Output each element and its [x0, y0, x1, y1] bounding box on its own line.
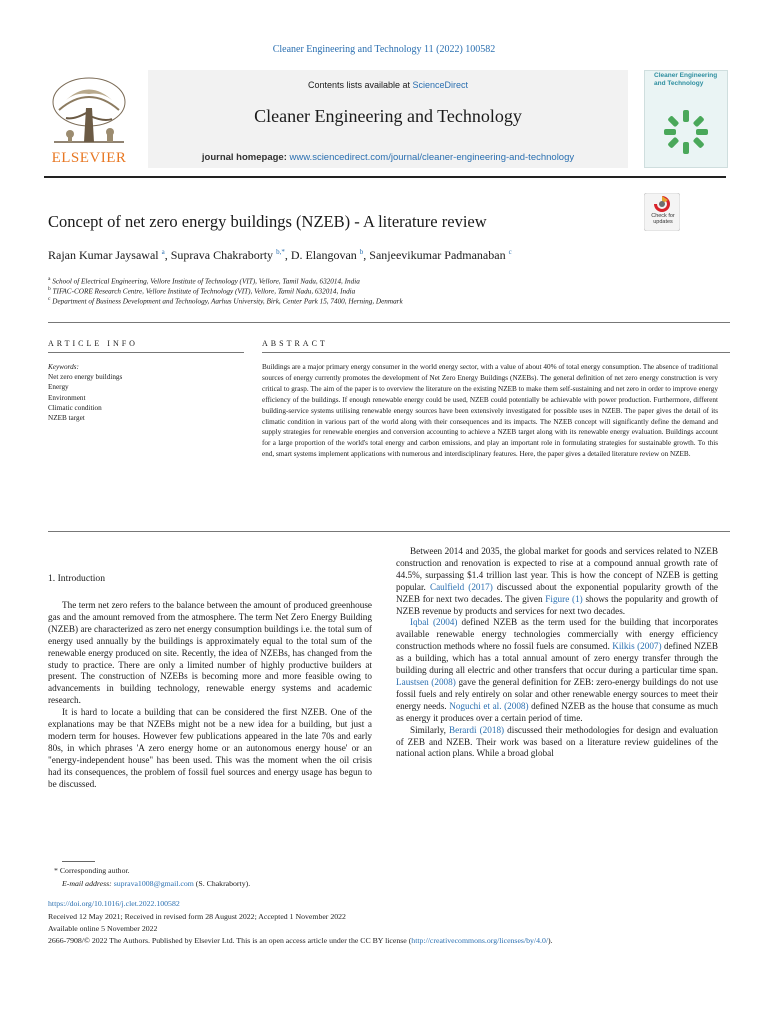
affiliation	[48, 286, 355, 295]
affiliation	[48, 296, 403, 305]
keyword: Environment	[48, 393, 86, 402]
right-column	[396, 546, 718, 760]
paragraph-text: discussed about the exponential popularity growth of the NZEB for next two decades. The given	[396, 581, 718, 604]
abstract-text: Buildings are a major primary energy consumer in the world energy sector, with a value of about 40% of total energy consumption. The absence of traditional sources of energy currently promotes the development of Net Zero Energy Buildings (NZEBs). The general definition of net zero energy construction is very critical to grasp. The aim of the paper is to overview the literature on the existing NZEB to make them self-sustaining and net zero in order to improve energy efficiency of the buildings. If enough renewable energy could be used, NZEB could potentially be achievable with power production. Furthermore, different building-service systems utilising renewable energy sources have been extensively investigated for possible uses in NZEB. The paper gives the detail of its climatic condition in various part of the world along with their consequences and its impacts. The NZEB concept will significantly define the demand and supply strategies for renewable energies and conversion accounting to achieve a NZEB target along with its renewable energy evaluation. Buildings account for a large proportion of the world's total energy and carbon emissions, and play an important role in formulating strategies for sustainable growth. To this end, smart systems implement applications with numerous and interdisciplinary features. Here, the paper gives a detailed literature review on NZEB.	[262, 363, 718, 459]
journal-homepage-line	[148, 152, 628, 163]
check-for-updates-icon[interactable]	[644, 193, 680, 231]
affiliation-text: School of Electrical Engineering, Vellore Institute of Technology (VIT), Vellore, Tamil Nadu, 632014, India	[52, 277, 360, 286]
keyword: Net zero energy buildings	[48, 373, 123, 382]
intro-paragraph: It is hard to locate a building that can be considered the first NZEB. One of the explanations may be that NZEBs might not be a new idea for a building, but just a modern term for houses. However few publications appeared in the late 70s and early 80s, in which phrases 'A zero energy home or an autonomous energy house' or an "energy-independent house" has been used. This was the moment when the oil crisis had its consequences, the problem of fossil fuel sources and energy usage has begun to be discussed.	[48, 707, 372, 789]
affiliation-marker: a	[48, 276, 51, 282]
paragraph-text: gave the general definition for ZEB: zero-energy buildings do not use fossil fuels and rely entirely on solar and other renewable energy sources to meet their energy needs.	[396, 676, 718, 711]
paragraph-text: defined NZEB as the term used for the building that incorporates available renewable energy technologies commercially with energy efficiency construction methods where no fossil fuels are consumed.	[396, 617, 718, 652]
received-dates: Received 12 May 2021; Received in revised form 28 August 2022; Accepted 1 November 2022	[48, 912, 346, 921]
affiliation-rule	[48, 322, 730, 323]
sciencedirect-link[interactable]: ScienceDirect	[412, 80, 469, 90]
keyword: Climatic condition	[48, 403, 102, 412]
author-affiliation-marker[interactable]: b	[359, 248, 364, 256]
doi-link[interactable]: https://doi.org/10.1016/j.clet.2022.100582	[48, 899, 180, 908]
homepage-label: journal homepage:	[201, 152, 290, 163]
affiliation	[48, 276, 360, 285]
email-link[interactable]: suprava1008@gmail.com	[113, 879, 194, 888]
email-label: E-mail address:	[62, 879, 114, 888]
cover-emblem-icon	[662, 108, 710, 156]
article-info-rule	[48, 352, 244, 353]
contents-line	[148, 80, 628, 90]
elsevier-wordmark[interactable]: ELSEVIER	[51, 150, 127, 166]
license-link[interactable]: http://creativecommons.org/licenses/by/4.0/	[411, 936, 549, 945]
abstract-heading: ABSTRACT	[262, 339, 328, 348]
introduction-heading: 1. Introduction	[48, 573, 106, 584]
copyright-text: 2666-7908/© 2022 The Authors. Published by Elsevier Ltd. This is an open access article under the CC BY license (	[48, 936, 412, 945]
corresponding-author-note: * Corresponding author.	[54, 866, 130, 875]
email-suffix: (S. Chakraborty).	[193, 879, 251, 888]
cover-title: Cleaner Engineering and Technology	[654, 72, 718, 87]
reference-link[interactable]: Caulfield (2017)	[429, 581, 493, 592]
abstract-rule	[262, 352, 730, 353]
author-affiliation-marker[interactable]: c	[508, 248, 512, 256]
article-info-heading: ARTICLE INFO	[48, 339, 138, 348]
reference-link[interactable]: Noguchi et al. (2008)	[449, 700, 529, 711]
affiliation-text: Department of Business Development and Technology, Aarhus University, Birk, Center Park 15, 7400, Herning, Denmark	[52, 297, 403, 306]
reference-link[interactable]: Iqbal (2004)	[410, 617, 458, 628]
author-list: Rajan Kumar Jaysawal $^a$, Suprava Chakraborty $^{b,*}$, D. Elangovan $^b$, Sanjeevikumar Padmanaban $^c$	[48, 248, 512, 262]
author-name[interactable]: Suprava Chakraborty	[170, 248, 274, 262]
paragraph-text: Between 2014 and 2035, the global market for goods and services related to NZEB construction and renovation is expected to rise at a compound annual growth rate of 44.5%, surpassing $1.4 trillion last year. This is how the concept of NZEB is getting popular.	[396, 546, 718, 592]
affiliation-marker: b	[48, 286, 51, 292]
paper-title: Concept of net zero energy buildings (NZEB) - A literature review	[48, 212, 487, 231]
keyword: Energy	[48, 383, 69, 392]
intro-paragraph: The term net zero refers to the balance between the amount of produced greenhouse gas and the amount removed from the atmosphere. The term Net Zero Energy Building (NZEB) are characterized as zero net energy consumption buildings i.e. the total sum of energy used annually by the buildings is approximately equal to the total sum of the renewable energy produced on site. Recently, the idea of NZEBs, has changed from the study to practice. There are only a limited number of highly productive builders at present. The construction of NZEBs is becoming more and more feasible owing to advancements in building technology, renewable energy systems and academic research.	[48, 600, 372, 706]
paragraph-text: defined NZEB as a building, which has a total annual amount of zero energy transfer through the building during all electric and other transfers that occur during a particular time span.	[396, 641, 718, 676]
keywords-label: Keywords:	[48, 363, 79, 371]
keyword: NZEB target	[48, 414, 85, 423]
author-affiliation-marker[interactable]: b,*	[276, 248, 285, 256]
journal-title: Cleaner Engineering and Technology	[254, 106, 522, 126]
journal-citation[interactable]: Cleaner Engineering and Technology 11 (2022) 100582	[272, 44, 496, 55]
copyright-text-end: ).	[548, 936, 553, 945]
body-paragraph	[396, 725, 718, 761]
author-name[interactable]: Rajan Kumar Jaysawal	[48, 248, 159, 262]
contents-prefix: Contents lists available at	[307, 80, 413, 90]
author-affiliation-marker[interactable]: a	[161, 248, 165, 256]
reference-link[interactable]: Laustsen (2008)	[396, 676, 456, 687]
copyright-line	[48, 936, 553, 945]
left-column	[48, 600, 372, 791]
body-paragraph	[396, 617, 718, 724]
email-line	[62, 879, 250, 888]
footnote-rule	[62, 861, 95, 862]
reference-link[interactable]: Kilkis (2007)	[612, 641, 662, 652]
header-rule	[44, 176, 726, 178]
paragraph-text: shows the popularity and growth of NZEB revenue by products and services for next two decades.	[396, 593, 719, 616]
affiliation-marker: c	[48, 296, 51, 302]
author-name[interactable]: D. Elangovan	[290, 248, 357, 262]
abstract-bottom-rule	[48, 531, 730, 532]
homepage-link[interactable]: www.sciencedirect.com/journal/cleaner-engineering-and-technology	[289, 152, 575, 163]
keywords-block	[48, 362, 122, 423]
paragraph-text: defined NZEB as the house that consume as much as energy it produces over a certain period of time.	[396, 700, 718, 723]
reference-link[interactable]: Berardi (2018)	[448, 724, 505, 735]
figure-link[interactable]: Figure (1)	[545, 593, 583, 604]
check-for-updates-label[interactable]: Check for updates	[651, 213, 675, 225]
paragraph-text: discussed their methodologies for design and evaluation of ZEB and NZEB. Their work was based on a literature review guidelines of the national action plans. While a broad global	[396, 724, 719, 759]
author-name[interactable]: Sanjeevikumar Padmanaban	[369, 248, 506, 262]
affiliation-text: TIFAC-CORE Research Centre, Vellore Institute of Technology (VIT), Vellore, Tamil Nadu, 632014, India	[52, 287, 356, 296]
available-online-date: Available online 5 November 2022	[48, 924, 158, 933]
body-paragraph	[396, 546, 718, 617]
paragraph-text: Similarly,	[410, 724, 449, 735]
